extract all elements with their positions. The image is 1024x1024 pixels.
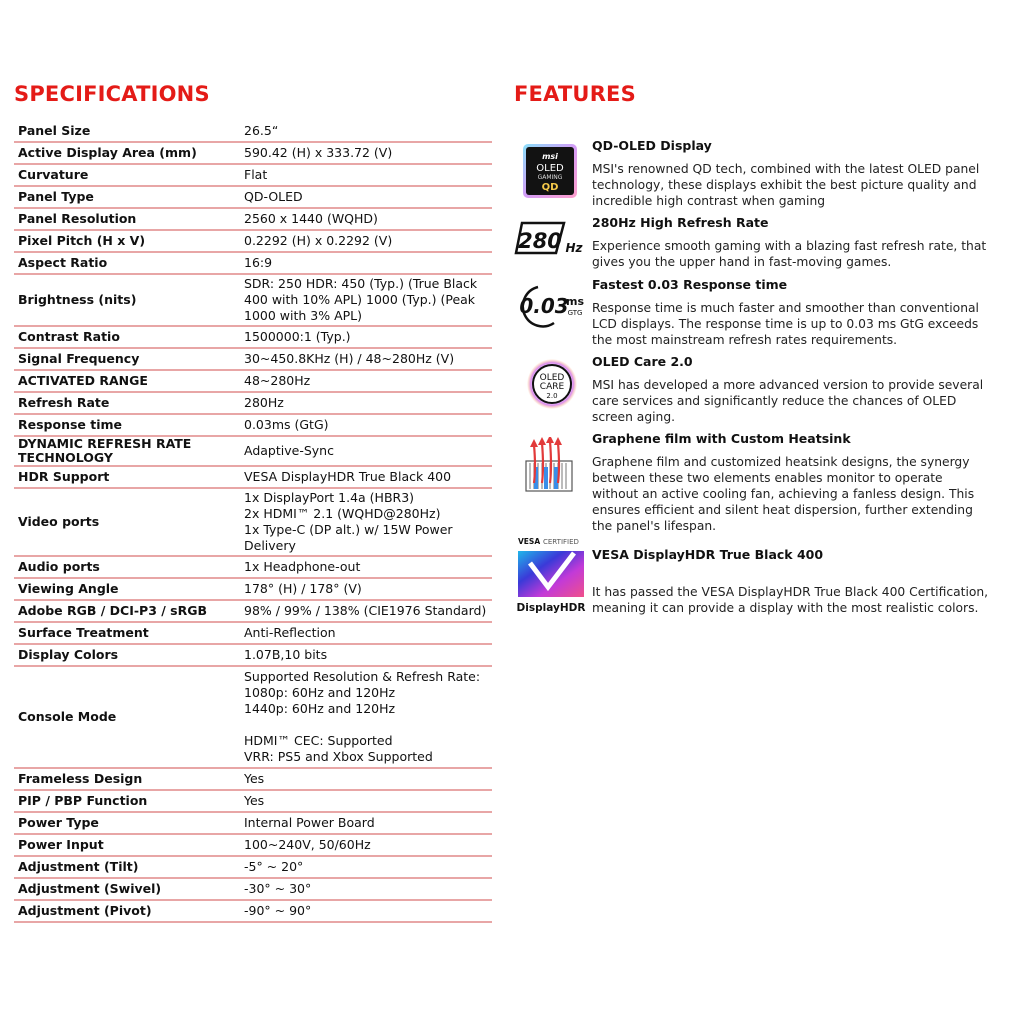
spec-row: [14, 467, 492, 489]
qd-badge-qd: QD: [541, 182, 559, 193]
spec-label: Audio ports: [18, 559, 100, 574]
feature-title: OLED Care 2.0: [592, 354, 693, 369]
spec-label: HDR Support: [18, 469, 110, 484]
spec-row: [14, 813, 492, 835]
spec-value: 26.5“: [244, 123, 279, 138]
spec-label: Video ports: [18, 514, 100, 529]
spec-row: [14, 165, 492, 187]
spec-row: [14, 601, 492, 623]
oled-care-icon: [514, 358, 586, 410]
spec-row: [14, 437, 492, 467]
spec-value: 1x Headphone-out: [244, 559, 361, 574]
spec-row: [14, 209, 492, 231]
spec-row: [14, 645, 492, 667]
spec-label: Curvature: [18, 167, 89, 182]
oled-care-care: CARE: [539, 382, 565, 392]
003-text: 0.03: [519, 294, 569, 318]
spec-row: [14, 623, 492, 645]
spec-value: 178° (H) / 178° (V): [244, 581, 362, 596]
spec-label: Frameless Design: [18, 771, 143, 786]
spec-label: Brightness (nits): [18, 292, 137, 307]
spec-row: [14, 253, 492, 275]
spec-label: ACTIVATED RANGE: [18, 373, 148, 388]
spec-row: [14, 857, 492, 879]
certified-text: CERTIFIED: [543, 538, 579, 546]
spec-value: 30~450.8KHz (H) / 48~280Hz (V): [244, 351, 455, 366]
spec-row: [14, 769, 492, 791]
feature-description: Response time is much faster and smoother than conventional LCD displays. The response time is up to 0.03 ms GtG exceeds the most mainstream refresh rates requirements.: [592, 301, 979, 347]
spec-label: Adjustment (Pivot): [18, 903, 152, 918]
features-heading: FEATURES: [514, 82, 636, 106]
spec-value: Flat: [244, 167, 268, 182]
spec-label: Pixel Pitch (H x V): [18, 233, 146, 248]
qd-badge-oled: OLED: [536, 163, 564, 174]
feature-title: Fastest 0.03 Response time: [592, 277, 788, 292]
spec-row: [14, 327, 492, 349]
spec-label: Contrast Ratio: [18, 329, 120, 344]
spec-value: Adaptive-Sync: [244, 443, 334, 458]
spec-value: 1500000:1 (Typ.): [244, 329, 351, 344]
spec-label: PIP / PBP Function: [18, 793, 148, 808]
spec-label: Panel Size: [18, 123, 91, 138]
gtg-text: GTG: [567, 309, 583, 317]
spec-label: Aspect Ratio: [18, 255, 108, 270]
spec-label: Adjustment (Tilt): [18, 859, 139, 874]
spec-label: Refresh Rate: [18, 395, 110, 410]
spec-label: Power Type: [18, 815, 99, 830]
spec-row: [14, 187, 492, 209]
oled-care-version: 2.0: [546, 392, 558, 400]
spec-label: Display Colors: [18, 647, 119, 662]
spec-row: [14, 879, 492, 901]
spec-label: Surface Treatment: [18, 625, 149, 640]
ms-text: ms: [565, 295, 585, 308]
spec-value: 16:9: [244, 255, 273, 270]
qd-badge-gaming: GAMING: [537, 174, 563, 181]
spec-row: [14, 901, 492, 923]
specifications-table: [14, 121, 492, 923]
specifications-heading: SPECIFICATIONS: [14, 82, 210, 106]
response-time-icon: [514, 283, 586, 329]
spec-row: [14, 121, 492, 143]
spec-value: -90° ~ 90°: [244, 903, 312, 918]
displayhdr-text: DisplayHDR: [516, 602, 586, 614]
qd-badge-msi: msi: [542, 152, 558, 161]
spec-value: SDR: 250 HDR: 450 (Typ.) (True Black 400 with 10% APL) 1000 (Typ.) (Peak 1000 with 3% APL): [244, 276, 478, 323]
spec-row: [14, 393, 492, 415]
oled-care-oled: OLED: [539, 373, 565, 383]
spec-row: [14, 143, 492, 165]
spec-label: Signal Frequency: [18, 351, 140, 366]
feature-description: MSI has developed a more advanced version to provide several care services and significantly reduce the chances of OLED screen aging.: [592, 378, 984, 424]
hz-text: Hz: [565, 241, 583, 255]
280hz-icon: [514, 219, 586, 259]
spec-label: Adobe RGB / DCI-P3 / sRGB: [18, 603, 208, 618]
spec-value: Yes: [244, 771, 265, 786]
spec-label: Response time: [18, 417, 123, 432]
spec-row: [14, 275, 492, 327]
spec-value: 98% / 99% / 138% (CIE1976 Standard): [244, 603, 487, 618]
feature-description: Experience smooth gaming with a blazing fast refresh rate, that gives you the upper hand in fast-moving games.: [592, 239, 987, 269]
spec-value: 280Hz: [244, 395, 284, 410]
spec-value: 100~240V, 50/60Hz: [244, 837, 371, 852]
feature-description: MSI's renowned QD tech, combined with the latest OLED panel technology, these displays exhibit the best picture quality and incredible high contrast when gaming: [592, 162, 980, 208]
spec-label: DYNAMIC REFRESH RATE TECHNOLOGY: [18, 436, 192, 465]
spec-row: [14, 579, 492, 601]
feature-title: 280Hz High Refresh Rate: [592, 215, 769, 230]
spec-row: [14, 415, 492, 437]
spec-row: [14, 835, 492, 857]
spec-value: Internal Power Board: [244, 815, 375, 830]
spec-value: Anti-Reflection: [244, 625, 336, 640]
spec-value: 590.42 (H) x 333.72 (V): [244, 145, 393, 160]
vesa-text: VESA: [518, 537, 541, 546]
feature-description: It has passed the VESA DisplayHDR True Black 400 Certification, meaning it can provide a display with the most realistic colors.: [592, 585, 989, 615]
280-text: 280: [518, 229, 562, 253]
spec-label: Active Display Area (mm): [18, 145, 197, 160]
spec-value: QD-OLED: [244, 189, 303, 204]
qd-oled-badge-icon: [514, 142, 586, 200]
spec-label: Adjustment (Swivel): [18, 881, 162, 896]
heatsink-icon: [514, 437, 586, 497]
spec-value: Supported Resolution & Refresh Rate: 1080p: 60Hz and 120Hz 1440p: 60Hz and 120Hz HDMI™ CEC: Supported VRR: PS5 and Xbox Supported: [244, 669, 481, 764]
spec-value: VESA DisplayHDR True Black 400: [244, 469, 452, 484]
spec-row: [14, 791, 492, 813]
feature-title: QD-OLED Display: [592, 138, 712, 153]
feature-description: Graphene film and customized heatsink designs, the synergy between these two elements enables monitor to operate without an active cooling fan, achieving a fanless design. This ensures efficient and silent heat dispersion, further extending the panel's lifespan.: [592, 455, 975, 533]
spec-value: 2560 x 1440 (WQHD): [244, 211, 378, 226]
spec-value: 0.03ms (GtG): [244, 417, 329, 432]
feature-title: VESA DisplayHDR True Black 400: [592, 547, 824, 562]
spec-value: 0.2292 (H) x 0.2292 (V): [244, 233, 393, 248]
spec-row: [14, 667, 492, 769]
spec-label: Console Mode: [18, 709, 117, 724]
spec-value: 1x DisplayPort 1.4a (HBR3) 2x HDMI™ 2.1 (WQHD@280Hz) 1x Type-C (DP alt.) w/ 15W Power Delivery: [244, 490, 453, 553]
spec-value: 1.07B,10 bits: [244, 647, 328, 662]
spec-row: [14, 231, 492, 253]
spec-value: 48~280Hz: [244, 373, 311, 388]
vesa-displayhdr-icon: [514, 535, 586, 623]
spec-label: Panel Resolution: [18, 211, 137, 226]
spec-value: Yes: [244, 793, 265, 808]
feature-title: Graphene film with Custom Heatsink: [592, 431, 851, 446]
spec-label: Panel Type: [18, 189, 94, 204]
spec-row: [14, 557, 492, 579]
spec-row: [14, 371, 492, 393]
spec-row: [14, 349, 492, 371]
spec-label: Power Input: [18, 837, 104, 852]
spec-row: [14, 489, 492, 557]
spec-value: -5° ~ 20°: [244, 859, 304, 874]
spec-value: -30° ~ 30°: [244, 881, 312, 896]
spec-label: Viewing Angle: [18, 581, 119, 596]
